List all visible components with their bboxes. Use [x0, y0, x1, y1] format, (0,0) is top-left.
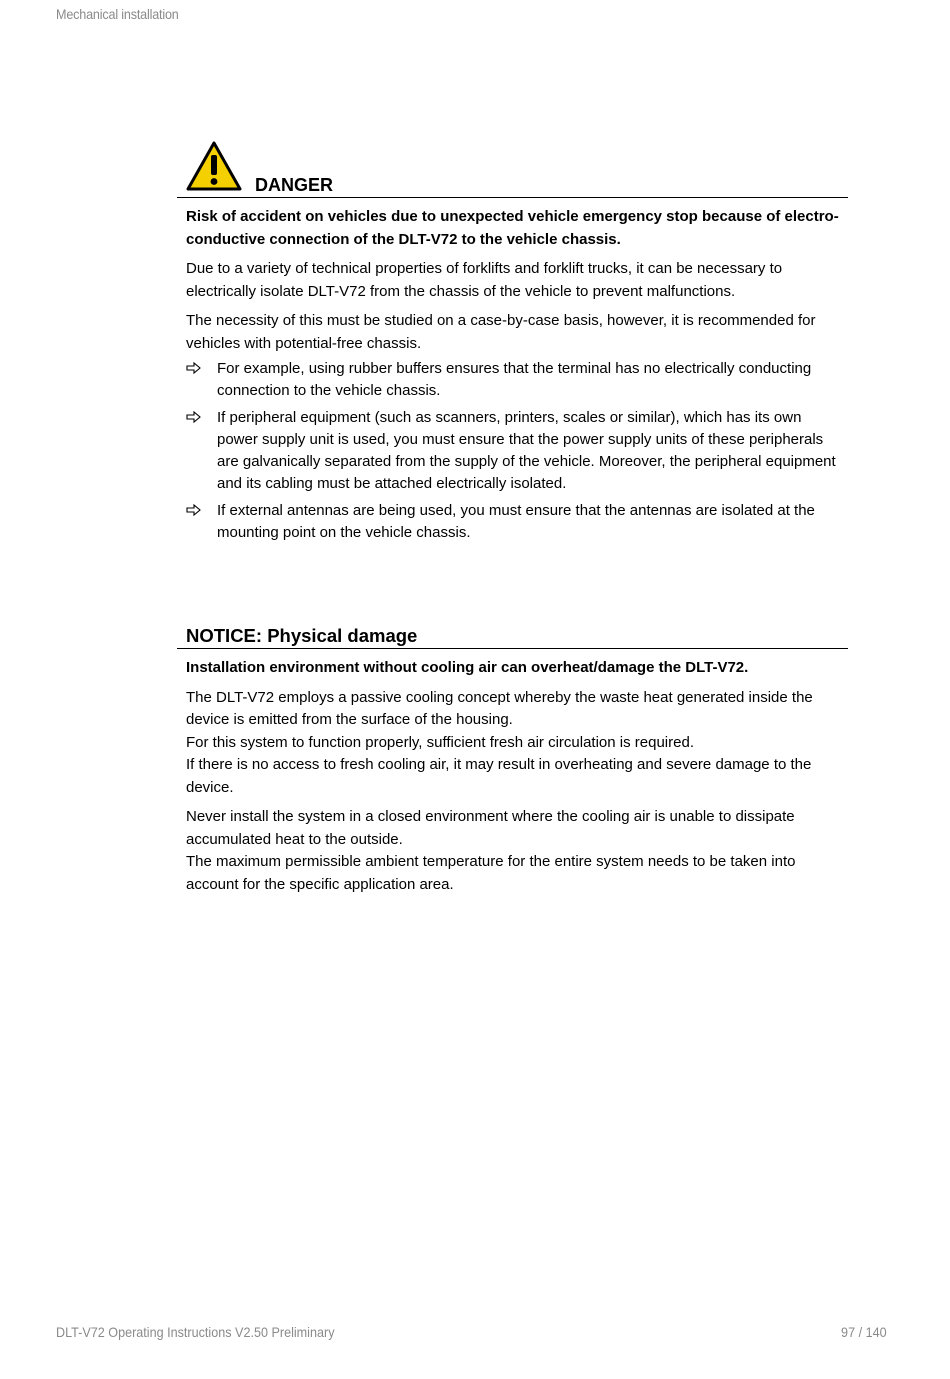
arrow-right-icon [186, 362, 201, 374]
notice-divider [177, 648, 848, 649]
danger-heading [186, 141, 841, 197]
danger-paragraph-1: Due to a variety of technical properties of forklifts and forklift trucks, it can be necessary to electrically isolate DLT-V72 from the chassis of the vehicle to prevent malfunctions. [186, 260, 783, 300]
footer-document-title: DLT-V72 Operating Instructions V2.50 Preliminary [56, 1324, 335, 1340]
warning-triangle-icon [186, 141, 242, 191]
danger-title: DANGER [255, 175, 334, 195]
danger-safety-notice [186, 141, 841, 549]
list-item-text: If peripheral equipment (such as scanners, printers, scales or similar), which has its own power supply unit is used, you must ensure that the power supply units of these peripherals are galvanically separated from the supply of the vehicle. Moreover, the peripheral equipment and its cabling must be attached electrically isolated. [217, 409, 836, 492]
notice-lead: Installation environment without cooling air can overheat/damage the DLT-V72. [186, 659, 749, 676]
notice-line: Never install the system in a closed environment where the cooling air is unable to dissipate accumulated heat to the outside. [186, 808, 795, 848]
notice-line: The DLT-V72 employs a passive cooling concept whereby the waste heat generated inside the device is emitted from the surface of the housing. [186, 688, 813, 728]
danger-paragraph-2: The necessity of this must be studied on a case-by-case basis, however, it is recommended for vehicles with potential-free chassis. [186, 312, 816, 352]
list-item-text: For example, using rubber buffers ensures that the terminal has no electrically conducting connection to the vehicle chassis. [217, 360, 812, 399]
danger-lead: Risk of accident on vehicles due to unexpected vehicle emergency stop because of electro-conductive connection of the DLT-V72 to the vehicle chassis. [186, 208, 839, 248]
list-item-text: If external antennas are being used, you must ensure that the antennas are isolated at the mounting point on the vehicle chassis. [217, 502, 815, 541]
notice-title: NOTICE: Physical damage [186, 625, 418, 646]
arrow-right-icon [186, 411, 201, 423]
list-item [186, 500, 841, 544]
danger-instruction-list [186, 358, 841, 544]
danger-divider [177, 197, 848, 198]
arrow-right-icon [186, 504, 201, 516]
running-header: Mechanical installation [56, 6, 179, 22]
footer-page-number: 97 / 140 [841, 1324, 887, 1340]
list-item [186, 358, 841, 402]
notice-physical-damage [186, 624, 841, 896]
notice-line: The maximum permissible ambient temperature for the entire system needs to be taken into account for the specific application area. [186, 853, 796, 893]
list-item [186, 407, 841, 495]
notice-line: For this system to function properly, sufficient fresh air circulation is required. [186, 733, 694, 751]
notice-line: If there is no access to fresh cooling air, it may result in overheating and severe damage to the device. [186, 756, 812, 796]
